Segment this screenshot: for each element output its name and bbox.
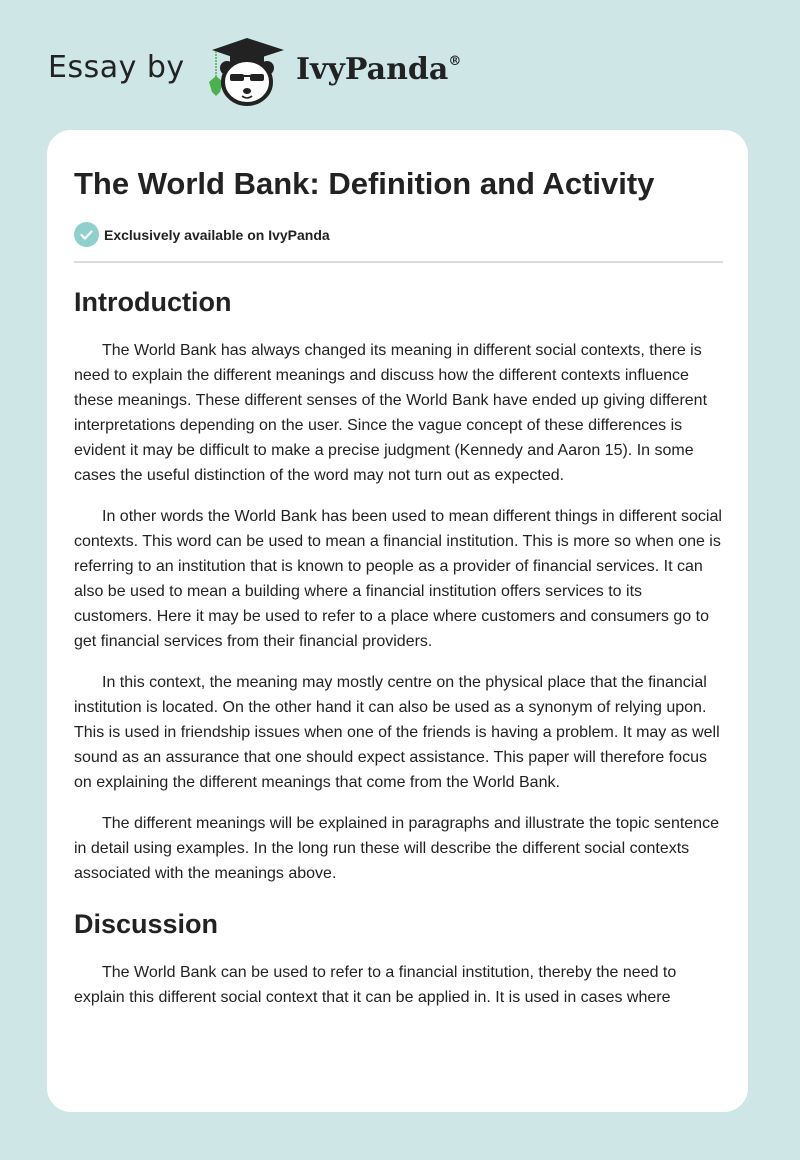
paragraph: In this context, the meaning may mostly centre on the physical place that the financial institution is located. On the other hand it can also be used as a synonym of relying upon. This is used in friendship issues when one of the friends is having a problem. It may as well sound as an assurance that one should expect assistance. This paper will therefore focus on explaining the different meanings that come from the World Bank. bbox=[74, 674, 720, 791]
paragraph: The World Bank has always changed its meaning in different social contexts, there is need to explain the different meanings and discuss how the different contexts influence these meanings. These different senses of the World Bank have ended up giving different interpretations depending on the user. Since the vague concept of these differences is evident it may be difficult to make a precise judgment (Kennedy and Aaron 15). In some cases the useful distinction of the word may not turn out as expected. bbox=[74, 342, 708, 484]
page-title: The World Bank: Definition and Activity bbox=[74, 166, 655, 201]
paragraph: In other words the World Bank has been used to mean different things in different social contexts. This word can be used to mean a financial institution. This is more so when one is referring to an institution that is known to people as a provider of financial services. It can also be used to mean a building where a financial institution offers services to its customers. Here it may be used to refer to a place where customers and consumers go to get financial services from their financial providers. bbox=[74, 508, 722, 650]
panda-graduation-cap-icon bbox=[202, 36, 292, 108]
essay-by-label: Essay by bbox=[48, 50, 185, 85]
divider bbox=[74, 261, 723, 263]
brand-name[interactable]: IvyPanda® bbox=[296, 52, 462, 87]
check-circle-icon bbox=[74, 222, 99, 247]
site-header bbox=[0, 0, 800, 128]
badge-label: Exclusively available on IvyPanda bbox=[104, 226, 330, 243]
exclusive-badge bbox=[74, 222, 330, 247]
article-body bbox=[74, 280, 723, 1026]
essay-card bbox=[47, 130, 748, 1112]
paragraph: The different meanings will be explained in paragraphs and illustrate the topic sentence in detail using examples. In the long run these will describe the different social contexts associated with the meanings above. bbox=[74, 815, 719, 882]
section-heading-discussion: Discussion bbox=[74, 909, 219, 939]
paragraph: The World Bank can be used to refer to a financial institution, thereby the need to explain this different social context that it can be applied in. It is used in cases where bbox=[74, 964, 677, 1006]
section-heading-introduction: Introduction bbox=[74, 287, 232, 317]
